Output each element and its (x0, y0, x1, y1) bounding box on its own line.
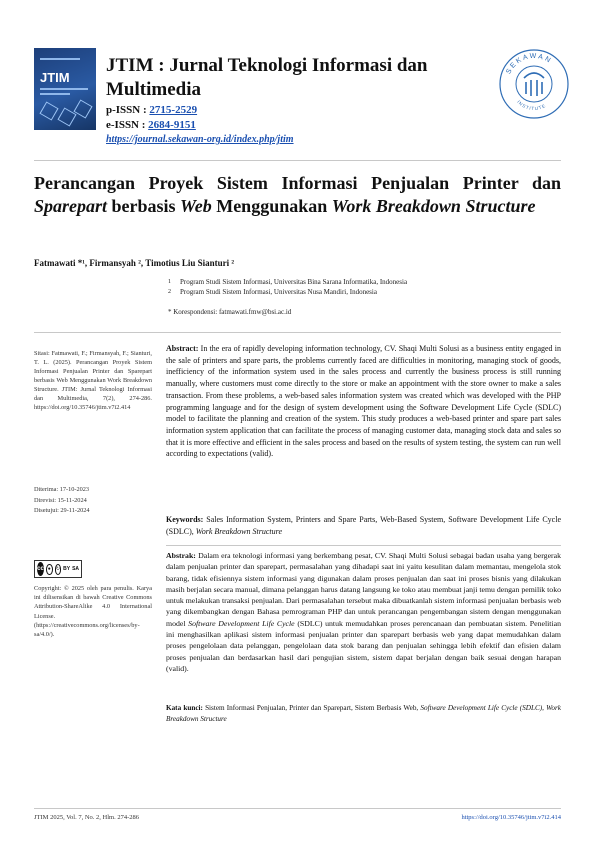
journal-url-link[interactable]: https://journal.sekawan-org.id/index.php/jtim (106, 134, 294, 145)
abstrak-label: Abstrak: (166, 551, 196, 560)
date-accepted: Disetujui: 29-11-2024 (34, 507, 90, 515)
author-list: Fatmawati *¹, Firmansyah ², Timotius Liu Sianturi ² (34, 258, 235, 268)
title-italic: Work Breakdown Structure (331, 196, 536, 216)
article-title (34, 172, 561, 218)
footer-citation: JTIM 2025, Vol. 7, No. 2, Hlm. 274-286 (34, 814, 140, 821)
copyright-notice: Copyright: © 2025 oleh para penulis. Karya ini dilisensikan di bawah Creative Commons Attribution-ShareAlike 4.0 International License. (https://creativecommons.org/licenses/by-sa/4.0/). (34, 585, 152, 639)
affiliation-item (168, 277, 558, 287)
cc-icon: cc (37, 562, 44, 576)
cc-license-badge[interactable] (34, 560, 82, 578)
affiliation-number: 2 (168, 289, 171, 295)
title-italic: Web (180, 196, 212, 216)
title-part: berbasis (107, 196, 181, 216)
journal-cover-image (34, 48, 96, 130)
logo-text-bottom: INSTITUTE (516, 99, 547, 112)
svg-text:SEKAWAN (505, 53, 553, 75)
p-issn-link[interactable]: 2715-2529 (149, 104, 198, 116)
cover-decoration (40, 88, 88, 90)
abstract-text: In the era of rapidly developing information technology, CV. Shaqi Multi Solusi as a business entity engaged in the sale of printers and spare parts, the problems currently faced are difficulties in monitoring, managing stock of goods, inefficiency of the information system used in the sales process and currently the business process is still running manually, where customers must come directly to the store or make an appointment with the store owner to make a sales transaction. From these problems, a web-based sales information system was created which was developed with the PHP programming language and for the design of system development using the Software Development Life Cycle (SDLC) model to facilitate the planning and creation of the system. This study produces a web-based printer and spare part sales information system application that can facilitate the process of managing customer data, managing stock data and sales so that it is more effective and efficient in the sales process and based on the results of system testing, the system can run well according to expectations (valid). (166, 344, 561, 459)
abstrak-text: (SDLC) untuk memudahkan proses perencanaan dan pembuatan sistem. Penelitian ini menghasilkan aplikasi sistem informasi penjualan printer dan sparepart berbasis web yang dapat memudahkan dalam proses pengelolaan data pelanggan, pengelolaan data stok barang dan penjualan sehingga lebih efektif dan efisien dalam proses penjualan dan berdasarkan hasil dari pengujian sistem, sistem dapat berjalan dengan baik sesuai dengan harapan (valid). (166, 618, 561, 673)
title-italic: Sparepart (34, 196, 108, 216)
divider (34, 808, 561, 809)
keywords-english (166, 514, 561, 537)
cover-hexagon (39, 101, 58, 120)
cover-title: JTIM (40, 70, 70, 85)
citation-block: Sitasi: Fatmawati, F.; Firmansyah, F.; Sianturi, T. L. (2025). Perancangan Proyek Sistem Informasi Penjualan Printer dan Sparepart berbasis Web Menggunakan Work Breakdown Structure. JTIM: Jurnal Teknologi Informasi dan Multimedia, 7(2), 274-286. https://doi.org/10.35746/jtim.v7i2.414 (34, 350, 152, 411)
logo-text-top: SEKAWAN (505, 52, 554, 76)
keywords-indonesian (166, 703, 561, 725)
date-revised: Direvisi: 15-11-2024 (34, 496, 87, 504)
p-issn (106, 104, 486, 117)
footer-doi-link[interactable]: https://doi.org/10.35746/jtim.v7i2.414 (461, 814, 561, 821)
e-issn-label: e-ISSN : (106, 119, 149, 131)
title-part: Menggunakan (211, 196, 332, 216)
cover-decoration (40, 93, 70, 95)
abstract-label: Abstract: (166, 344, 199, 353)
divider (34, 160, 561, 161)
keywords-italic: Work Breakdown Structure (195, 526, 282, 536)
affiliations (168, 277, 558, 297)
cc-sa-text: SA (72, 566, 80, 572)
journal-name: JTIM : Jurnal Teknologi Informasi dan Multimedia (106, 55, 428, 100)
e-issn (106, 119, 486, 132)
by-icon: ● (46, 564, 53, 575)
abstract-english (166, 343, 561, 460)
divider (166, 545, 561, 546)
svg-text:INSTITUTE (516, 99, 547, 111)
abstract-indonesian (166, 550, 561, 674)
cc-by-text: BY (63, 566, 71, 572)
affiliation-text: Program Studi Sistem Informasi, Universitas Nusa Mandiri, Indonesia (180, 288, 377, 296)
divider (34, 332, 561, 333)
kata-kunci-italic: Software Development Life Cycle (SDLC), Work Breakdown Structure (166, 704, 561, 723)
affiliation-number: 1 (168, 279, 171, 285)
abstrak-text: Dalam era teknologi informasi yang berkembang pesat, CV. Shaqi Multi Solusi sebagai badan usaha yang bergerak dalam penjualan printer dan sparepart, permasalahan yang dihadapi saat ini yaitu kesulitan dalam memantau, mengelola stok barang, tidak efisiennya sistem informasi yang digunakan dalam proses penjualan dan saat ini proses bisnis yang dilakukan masih berjalan secara manual, dimana pelanggan harus datang langsung ke toko atau membuat janji temu dengan pemilik toko untuk melakukan transaksi penjualan. Dari permasalahan tersebut maka dibuatkanlah sistem informasi penjualan berbasis web yang dikembangkan dengan Bahasa pemrograman PHP dan untuk perancangan pengembangan sistem dengan menggunakan model (166, 551, 561, 628)
p-issn-label: p-ISSN : (106, 104, 150, 116)
kata-kunci-label: Kata kunci: (166, 704, 203, 712)
affiliation-text: Program Studi Sistem Informasi, Universitas Bina Sarana Informatika, Indonesia (180, 278, 408, 286)
e-issn-link[interactable]: 2684-9151 (148, 119, 196, 131)
article-dates (34, 485, 152, 517)
kata-kunci-text: Sistem Informasi Penjualan, Printer dan Sparepart, Sistem Berbasis Web, (202, 704, 421, 712)
abstrak-italic: Software Development Life Cycle (188, 618, 295, 628)
cover-hexagon (73, 99, 92, 118)
affiliation-item (168, 287, 558, 297)
title-part: Perancangan Proyek Sistem Informasi Penjualan Printer dan (34, 173, 561, 193)
correspondence-email[interactable]: * Korespondensi: fatmawati.fmw@bsi.ac.id (168, 308, 292, 316)
journal-info (106, 54, 486, 145)
sekawan-institute-logo (498, 48, 570, 120)
sa-icon: ↻ (55, 564, 62, 575)
keywords-label: Keywords: (166, 515, 204, 524)
cover-decoration (40, 58, 80, 60)
keywords-text: Sales Information System, Printers and Spare Parts, Web-Based System, Software Development Life Cycle (SDLC), (166, 515, 561, 536)
date-received: Diterima: 17-10-2023 (34, 486, 90, 493)
